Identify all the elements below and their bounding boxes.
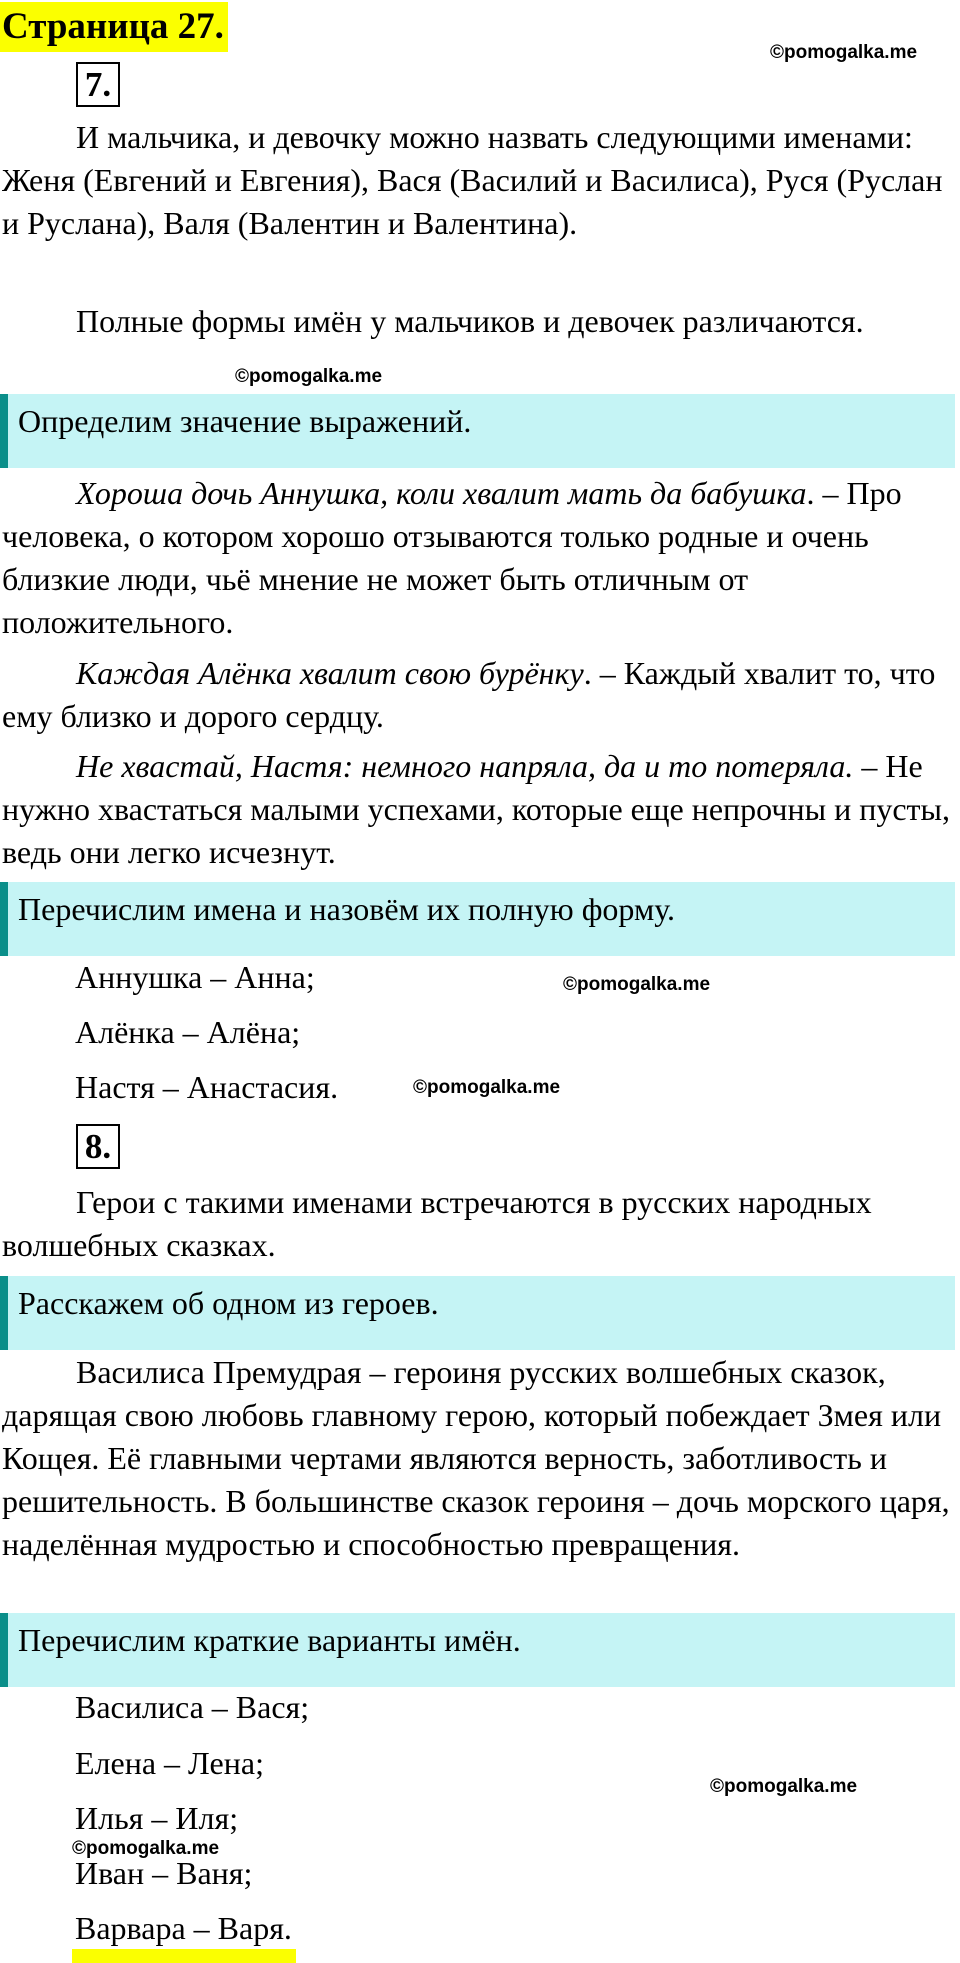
saying-text: Хороша дочь Аннушка, коли хвалит мать да бабушка [76,475,807,511]
task7-paragraph-2: Полные формы имён у мальчиков и девочек различаются. [76,303,864,339]
name-list-item: Илья – Иля; [75,1800,239,1836]
highlight-bar [72,1949,296,1963]
task-number-8: 8. [76,1124,120,1169]
watermark: ©pomogalka.me [770,42,918,63]
watermark: ©pomogalka.me [563,974,711,995]
section-band-label: Расскажем об одном из героев. [18,1285,439,1321]
section-band-full-names [0,882,955,956]
task-number-7: 7. [76,62,120,107]
name-list-item: Настя – Анастасия. [75,1069,339,1105]
page-title: Страница 27. [0,2,228,52]
name-list-item: Иван – Ваня; [75,1855,253,1891]
section-band-short-names [0,1613,955,1687]
section-band-label: Определим значение выражений. [18,403,472,439]
name-list-item: Аннушка – Анна; [75,959,315,995]
watermark: ©pomogalka.me [710,1776,858,1797]
name-list-item: Алёнка – Алёна; [75,1014,301,1050]
section-band-label: Перечислим имена и назовём их полную форму. [18,891,675,927]
task8-paragraph-2: Василиса Премудрая – героиня русских волшебных сказок, дарящая свою любовь главному герою, который побеждает Змея или Кощея. Её главными чертами являются верность, заботливость и решительность. В большинстве сказок героиня – дочь морского царя, наделённая мудростью и способностью превращения. [2,1354,950,1562]
section-band-label: Перечислим краткие варианты имён. [18,1622,521,1658]
saying-explanation: . – Про человека, о котором хорошо отзываются только родные и очень близкие люди, чьё мнение не может быть отличным от положительного. [2,475,902,640]
watermark: ©pomogalka.me [235,366,383,387]
name-list-item: Елена – Лена; [75,1745,264,1781]
saying-text: Каждая Алёнка хвалит свою бурёнку [76,655,584,691]
section-band-meanings [0,394,955,468]
task8-paragraph-1: Герои с такими именами встречаются в русских народных волшебных сказках. [2,1184,872,1263]
saying-explanation: . – Каждый хвалит то, что ему близко и дорого сердцу. [2,655,936,734]
watermark: ©pomogalka.me [72,1838,220,1859]
saying-text: Не хвастай, Настя: немного напряла, да и то потеряла. [76,748,854,784]
name-list-item: Варвара – Варя. [75,1910,292,1946]
saying-paragraph-3 [2,745,957,874]
saying-paragraph-2 [2,652,957,738]
watermark: ©pomogalka.me [413,1077,561,1098]
saying-explanation: – Не нужно хвастаться малыми успехами, которые еще непрочны и пусты, ведь они легко исчезнут. [2,748,950,870]
name-list-item: Василиса – Вася; [75,1689,310,1725]
task7-paragraph-1: И мальчика, и девочку можно назвать следующими именами: Женя (Евгений и Евгения), Вася (Василий и Василиса), Руся (Руслан и Руслана), Валя (Валентин и Валентина). [2,119,943,241]
saying-paragraph-1 [2,472,957,644]
section-band-hero [0,1276,955,1350]
